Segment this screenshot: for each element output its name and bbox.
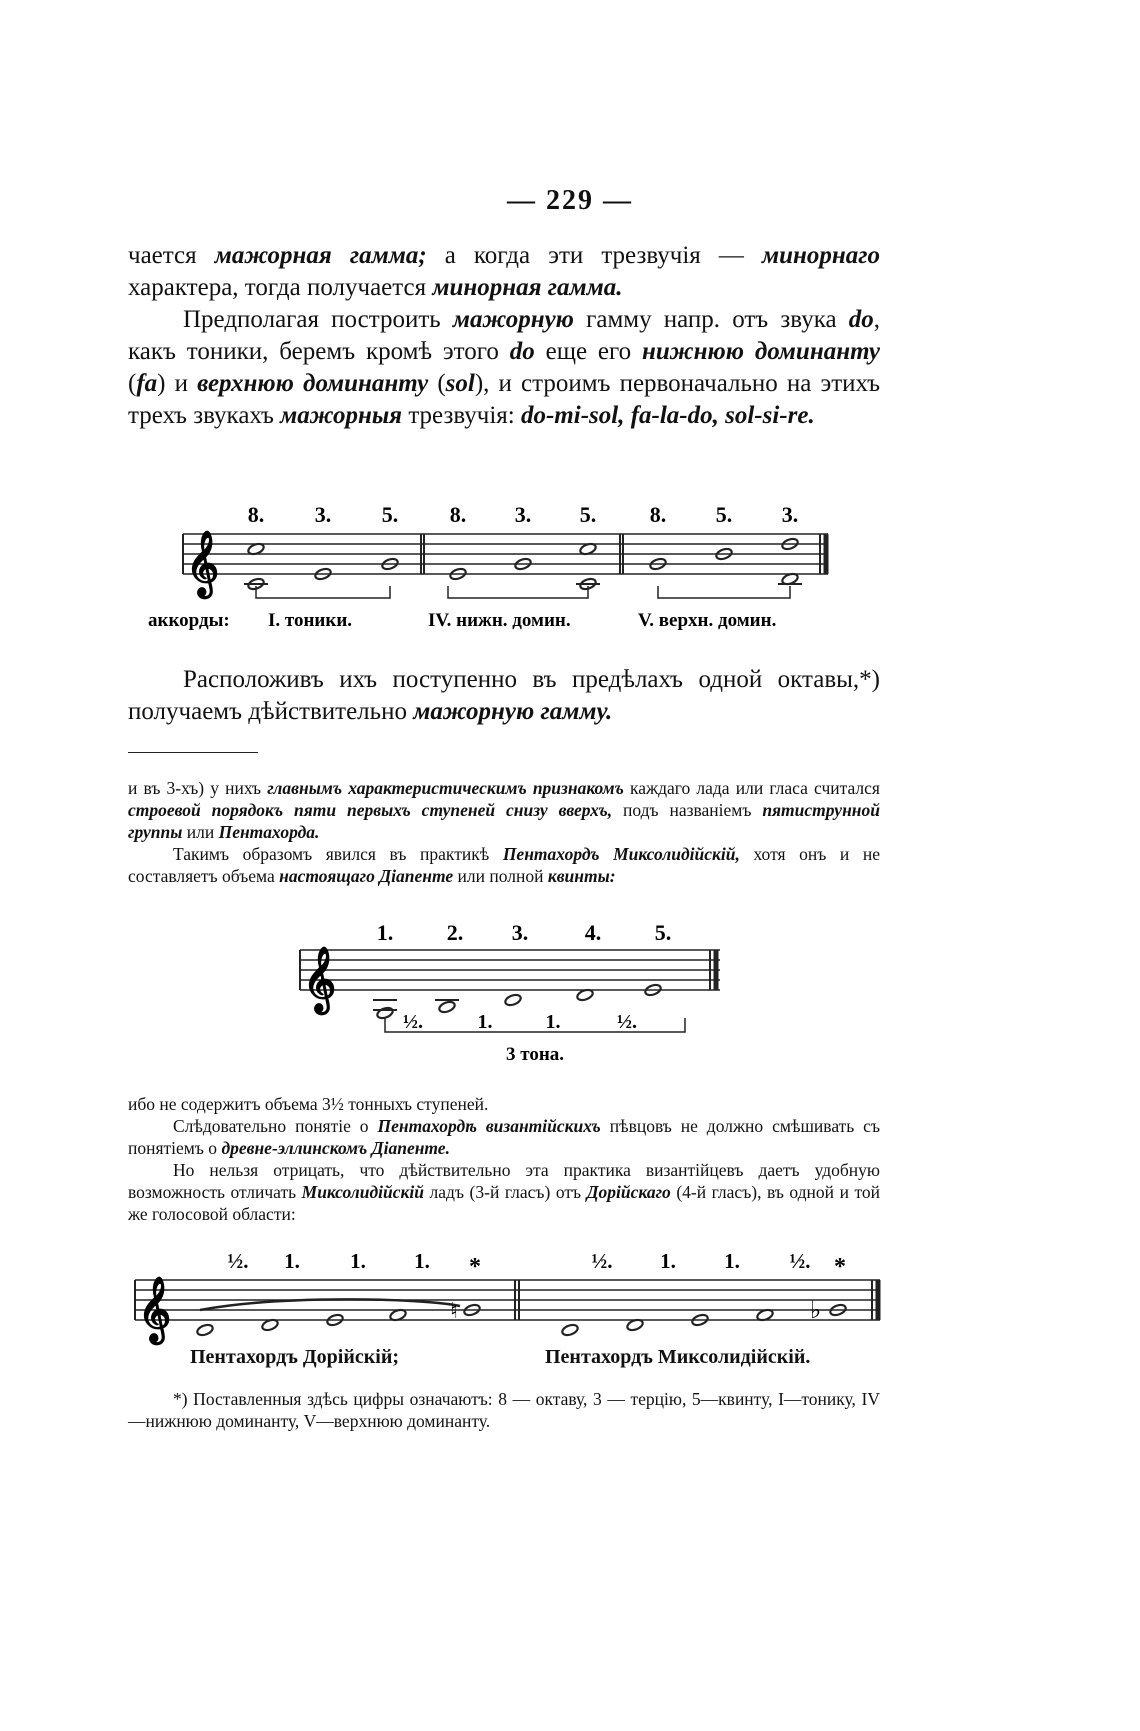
treble-clef-icon: 𝄞 — [303, 949, 337, 1011]
step-sizes — [403, 1011, 637, 1033]
small-paragraph-5 — [128, 1159, 880, 1225]
text-run: fa — [136, 370, 158, 397]
chord-brackets — [256, 586, 790, 598]
figure: 5. — [715, 502, 733, 527]
figure: 1. — [724, 1249, 740, 1273]
text-run: пятиструнной группы — [128, 800, 880, 842]
text-run: Пентахорда. — [218, 822, 320, 842]
staff-lines — [135, 1280, 880, 1320]
main-paragraph-2 — [128, 304, 880, 432]
treble-clef-icon: 𝄞 — [138, 1279, 172, 1341]
chord-caption-dominant: V. верхн. домин. — [638, 610, 777, 631]
music-example-chords — [128, 498, 858, 638]
text-run: ) и — [157, 370, 198, 397]
asterisk-icon: * — [469, 1254, 481, 1280]
flat-sign-icon: ♭ — [810, 1298, 822, 1324]
text-run: ладъ (3-й гласъ) отъ — [424, 1182, 587, 1202]
text-run: нижнюю доминанту — [642, 338, 881, 365]
text-run: пѣвцовъ не должно смѣшивать съ понятіемъ о — [128, 1116, 881, 1158]
text-run: каждаго лада или гласа считался — [623, 778, 880, 798]
text-run: квинты: — [547, 866, 616, 886]
step: 1. — [477, 1011, 493, 1033]
slur — [200, 1299, 460, 1310]
text-run: характера, тогда получается — [128, 274, 433, 301]
music-example-comparison — [120, 1240, 890, 1350]
footnote — [128, 1388, 880, 1432]
interval-figures — [248, 502, 799, 527]
text-run: мажорная гамма; — [214, 242, 427, 269]
text-run: мажорныя — [280, 402, 403, 429]
figure: 4. — [584, 920, 602, 945]
text-run: гамму напр. отъ звука — [573, 306, 849, 333]
text-run: Расположивъ ихъ поступенно въ предѣлахъ одной октавы,*) получаемъ дѣйствительно — [128, 666, 880, 725]
text-run: настоящаго Діапенте — [279, 866, 454, 886]
text-run: ( — [428, 370, 446, 397]
text-run: sol — [445, 370, 475, 397]
text-run: Но нельзя отрицать, что дѣйствительно эта практика византійцевъ даетъ удобную возможность отличать — [128, 1160, 880, 1202]
text-run: ибо не содержитъ объема 3½ тонныхъ ступеней. — [128, 1094, 489, 1114]
figure: 3. — [781, 502, 799, 527]
chord-caption-subdominant: IV. нижн. домин. — [428, 610, 571, 631]
text-run: или — [182, 822, 219, 842]
text-run: *) Поставленныя здѣсь цифры означаютъ: 8 — октаву, 3 — терцію, 5—квинту, I—тонику, IV—нижнюю доминанту, V—верхнюю доминанту. — [128, 1389, 880, 1431]
figure: 3. — [511, 920, 529, 945]
step: 1. — [545, 1011, 561, 1033]
figure: 1. — [284, 1249, 300, 1273]
chord-caption-tonic: I. тоники. — [268, 610, 353, 631]
text-run: верхнюю доминанту — [197, 370, 429, 397]
dorian-figures — [228, 1249, 482, 1280]
footnote-continuation-lower — [128, 1093, 880, 1225]
chords-label: аккорды: — [148, 610, 230, 631]
figure: ½. — [227, 1249, 249, 1273]
text-run: do — [848, 306, 874, 333]
text-run: древне-эллинскомъ Діапенте. — [221, 1138, 450, 1158]
footnote-paragraph — [128, 1388, 880, 1432]
main-paragraph-3 — [128, 664, 880, 728]
page-number: — 229 — — [507, 185, 633, 216]
text-run: главнымъ характеристическимъ признакомъ — [267, 778, 624, 798]
text-run: мажорную гамму. — [413, 698, 613, 725]
text-run: Слѣдовательно понятіе о — [173, 1116, 378, 1136]
small-paragraph-1 — [128, 777, 880, 843]
mixolydian-figures — [592, 1249, 847, 1280]
natural-sign-icon: ♮ — [450, 1298, 458, 1323]
text-run: ( — [128, 370, 137, 397]
tones-caption: 3 тона. — [505, 1044, 565, 1065]
figure: 3. — [514, 502, 532, 527]
small-paragraph-4 — [128, 1115, 880, 1159]
text-run: ), и строимъ первоначально на этихъ трехъ звукахъ — [128, 370, 880, 429]
footnote-continuation-upper — [128, 777, 880, 887]
figure: 5. — [381, 502, 399, 527]
text-run: Такимъ образомъ явился въ практикѣ — [173, 844, 503, 864]
text-run: do — [509, 338, 535, 365]
figure: ½. — [789, 1249, 811, 1273]
text-run: минорнаго — [761, 242, 881, 269]
small-paragraph-2 — [128, 843, 880, 887]
figure: 3. — [314, 502, 332, 527]
text-run: подъ названіемъ — [612, 800, 763, 820]
text-run: еще его — [534, 338, 643, 365]
text-run: Миксолидійскій — [301, 1182, 425, 1202]
footnote-divider — [128, 752, 258, 753]
text-run: чается — [128, 242, 215, 269]
text-run: и въ 3-хъ) у нихъ — [128, 778, 268, 798]
text-run: минорная гамма. — [432, 274, 623, 301]
treble-clef-icon: 𝄞 — [186, 533, 220, 595]
mixolydian-label: Пентахордъ Миксолидійскій. — [545, 1346, 811, 1368]
text-run: , какъ тоники, беремъ кромѣ этого — [128, 306, 881, 365]
step: ½. — [617, 1011, 637, 1033]
figure: 1. — [350, 1249, 366, 1273]
music-example-pentachord — [295, 920, 735, 1070]
figure: 2. — [446, 920, 464, 945]
text-run: трезвучія: — [402, 402, 521, 429]
figure: 5. — [579, 502, 597, 527]
figure: 8. — [247, 502, 265, 527]
main-text-upper — [128, 240, 880, 432]
text-run: или полной — [453, 866, 548, 886]
text-run: Пентахордѣ византійскихъ — [377, 1116, 601, 1136]
figure: 5. — [654, 920, 672, 945]
text-run: Пентахордъ Миксолидійскій, — [502, 844, 740, 864]
figure: 8. — [449, 502, 467, 527]
figure: ½. — [591, 1249, 613, 1273]
text-run: Предполагая построить — [183, 306, 453, 333]
figure: 1. — [376, 920, 394, 945]
degree-figures — [377, 920, 672, 945]
dorian-label: Пентахордъ Дорійскій; — [190, 1346, 400, 1368]
figure: 1. — [660, 1249, 676, 1273]
text-run: а когда эти трезвучія — — [426, 242, 762, 269]
asterisk-icon: * — [834, 1254, 846, 1280]
main-paragraph-1 — [128, 240, 880, 304]
text-run: Дорійскаго — [586, 1182, 671, 1202]
text-run: хотя онъ и не составляетъ объема — [128, 844, 881, 886]
text-run: do-mi-sol, fa-la-do, sol-si-re. — [520, 402, 815, 429]
step: ½. — [403, 1011, 423, 1033]
small-paragraph-3 — [128, 1093, 880, 1115]
text-run: (4-й гласъ), въ одной и той же голосовой области: — [128, 1182, 881, 1224]
figure: 1. — [414, 1249, 430, 1273]
figure: 8. — [649, 502, 667, 527]
text-run: мажорную — [452, 306, 574, 333]
text-run: строевой порядокъ пяти первыхъ ступеней снизу вверхъ, — [128, 800, 613, 820]
main-text-lower — [128, 664, 880, 728]
